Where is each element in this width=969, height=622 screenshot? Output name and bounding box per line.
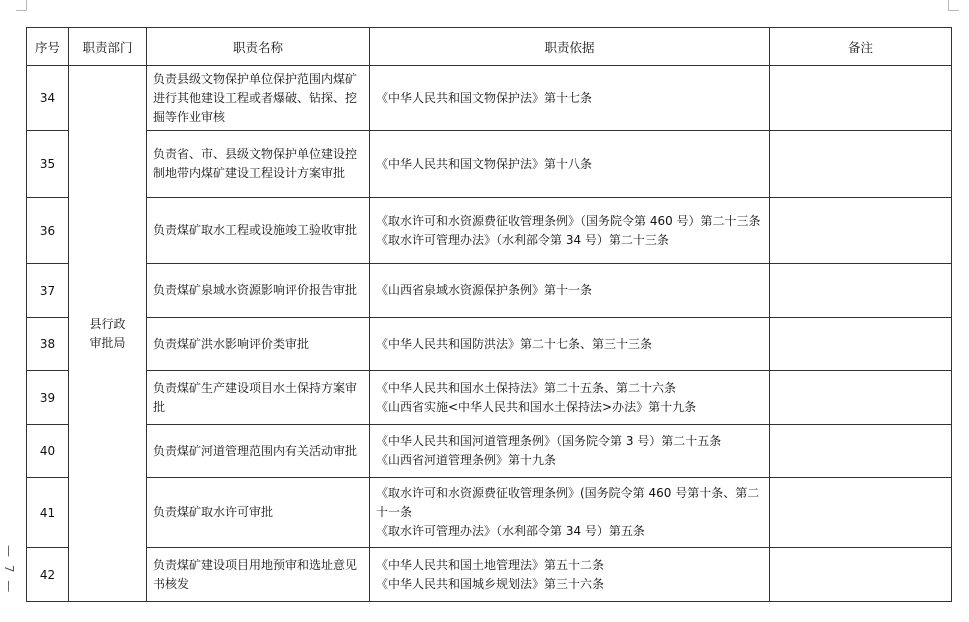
table-row xyxy=(27,548,952,602)
basis-line: 《中华人民共和国土地管理法》第五十二条 xyxy=(376,557,605,572)
dept-line-2: 审批局 xyxy=(89,335,126,350)
row-seq: 36 xyxy=(27,198,69,264)
row-remark xyxy=(770,548,952,602)
header-remark: 备注 xyxy=(770,28,952,66)
basis-line: 《取水许可和水资源费征收管理条例》（国务院令第 460 号）第二十三条 xyxy=(376,213,761,228)
table-row xyxy=(27,318,952,371)
row-remark xyxy=(770,131,952,198)
row-basis xyxy=(370,371,770,425)
basis-line: 《山西省实施<中华人民共和国水土保持法>办法》第十九条 xyxy=(376,399,697,414)
row-name: 负责煤矿泉域水资源影响评价报告审批 xyxy=(147,264,370,318)
row-remark xyxy=(770,371,952,425)
table-row xyxy=(27,478,952,548)
row-remark xyxy=(770,425,952,478)
basis-line: 《中华人民共和国防洪法》第二十七条、第三十三条 xyxy=(376,336,653,351)
row-name: 负责煤矿取水许可审批 xyxy=(147,478,370,548)
row-seq: 35 xyxy=(27,131,69,198)
page-number: — 7 — xyxy=(2,545,16,595)
row-name: 负责煤矿河道管理范围内有关活动审批 xyxy=(147,425,370,478)
dept-cell xyxy=(69,66,147,602)
row-basis xyxy=(370,198,770,264)
crop-mark-top-left xyxy=(16,0,27,11)
header-basis: 职责依据 xyxy=(370,28,770,66)
row-name: 负责省、市、县级文物保护单位建设控制地带内煤矿建设工程设计方案审批 xyxy=(147,131,370,198)
table-row xyxy=(27,264,952,318)
header-dept: 职责部门 xyxy=(69,28,147,66)
table-row xyxy=(27,198,952,264)
table-row xyxy=(27,425,952,478)
row-remark xyxy=(770,318,952,371)
row-name: 负责煤矿洪水影响评价类审批 xyxy=(147,318,370,371)
table-row xyxy=(27,131,952,198)
row-remark xyxy=(770,264,952,318)
table-row xyxy=(27,66,952,131)
header-seq: 序号 xyxy=(27,28,69,66)
basis-line: 《取水许可管理办法》（水利部令第 34 号）第二十三条 xyxy=(376,232,669,247)
dept-line-1: 县行政 xyxy=(89,316,126,331)
basis-line: 《山西省泉域水资源保护条例》第十一条 xyxy=(376,283,593,297)
row-remark xyxy=(770,478,952,548)
basis-line: 《取水许可和水资源费征收管理条例》(国务院令第 460 号第十条、第二十一条 xyxy=(376,486,760,519)
row-remark xyxy=(770,198,952,264)
row-seq: 37 xyxy=(27,264,69,318)
basis-line: 《中华人民共和国城乡规划法》第三十六条 xyxy=(376,576,605,591)
row-basis xyxy=(370,425,770,478)
table-row xyxy=(27,371,952,425)
row-basis xyxy=(370,548,770,602)
row-name: 负责煤矿建设项目用地预审和选址意见书核发 xyxy=(147,548,370,602)
row-seq: 42 xyxy=(27,548,69,602)
row-basis xyxy=(370,318,770,371)
header-row xyxy=(27,28,952,66)
basis-line: 《中华人民共和国河道管理条例》（国务院令第 3 号）第二十五条 xyxy=(376,434,722,448)
basis-line: 《中华人民共和国水土保持法》第二十五条、第二十六条 xyxy=(376,380,677,395)
crop-mark-top-right xyxy=(948,0,959,11)
row-seq: 38 xyxy=(27,318,69,371)
row-name: 负责煤矿生产建设项目水土保持方案审批 xyxy=(147,371,370,425)
row-name: 负责煤矿取水工程或设施竣工验收审批 xyxy=(147,198,370,264)
row-remark xyxy=(770,66,952,131)
row-name: 负责县级文物保护单位保护范围内煤矿进行其他建设工程或者爆破、钻探、挖掘等作业审核 xyxy=(147,66,370,131)
row-seq: 40 xyxy=(27,425,69,478)
header-name: 职责名称 xyxy=(147,28,370,66)
responsibility-table xyxy=(26,27,952,602)
row-seq: 34 xyxy=(27,66,69,131)
row-seq: 39 xyxy=(27,371,69,425)
basis-line: 《中华人民共和国文物保护法》第十八条 xyxy=(376,156,593,171)
basis-line: 《中华人民共和国文物保护法》第十七条 xyxy=(376,90,593,105)
basis-line: 《山西省河道管理条例》第十九条 xyxy=(376,453,557,467)
row-basis xyxy=(370,264,770,318)
row-basis xyxy=(370,131,770,198)
basis-line: 《取水许可管理办法》（水利部令第 34 号）第五条 xyxy=(376,524,645,538)
row-seq: 41 xyxy=(27,478,69,548)
row-basis xyxy=(370,478,770,548)
row-basis xyxy=(370,66,770,131)
